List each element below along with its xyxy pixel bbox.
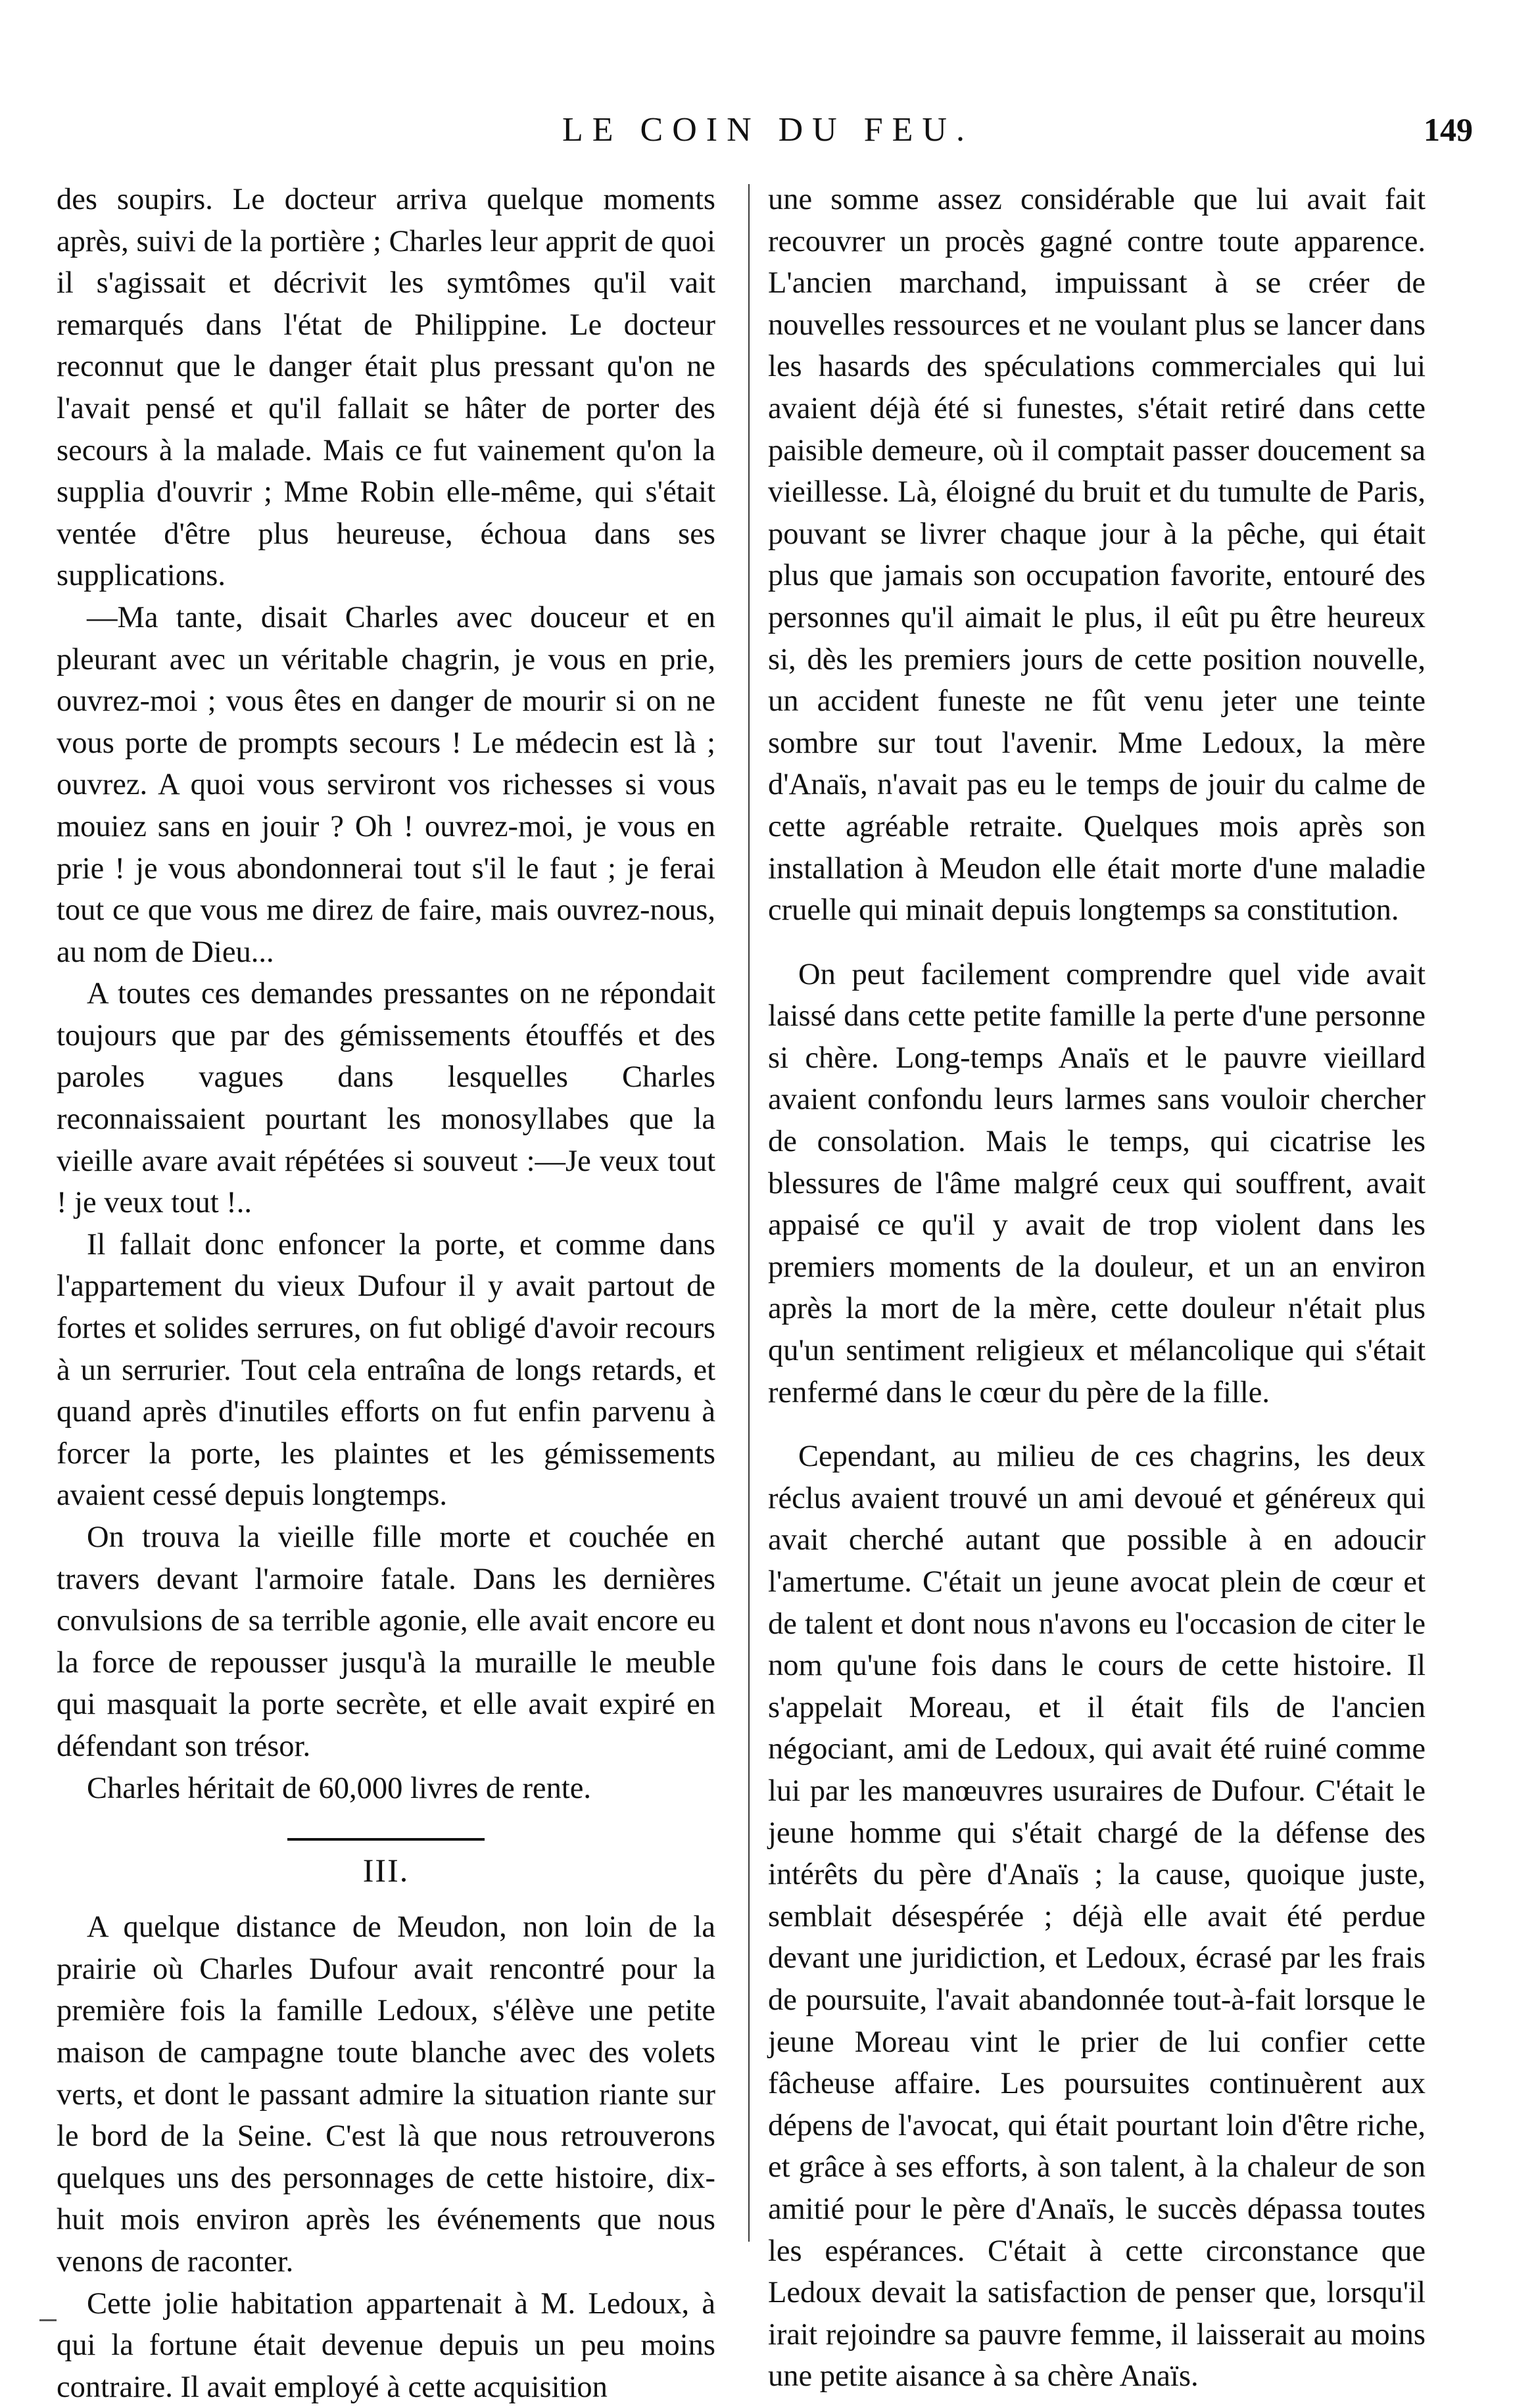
paragraph: —Ma tante, disait Charles avec douceur et en pleurant avec un véritable chagrin, je vous en prie, ouvrez-moi ; vous êtes en danger de mourir si on ne vous porte de prompts secours ! Le médecin est là ; ouvrez. A quoi vous serviront vos richesses si vous mouiez sans en jouir ? Oh ! ouvrez-moi, je vous en prie ! je vous abondonnerai tout s'il le faut ; je ferai tout ce que vous me direz de faire, mais ouvrez-nous, au nom de Dieu...: [57, 597, 715, 973]
running-title: LE COIN DU FEU.: [0, 110, 1536, 149]
paragraph: Cette jolie habitation appartenait à M. Ledoux, à qui la fortune était devenue depuis un peu moins contraire. Il avait employé à cette acquisition: [57, 2283, 715, 2408]
section-divider: [287, 1838, 485, 1841]
paragraph: Cependant, au milieu de ces chagrins, les deux réclus avaient trouvé un ami devoué et généreux qui avait cherché autant que possible à en adoucir l'amertume. C'était un jeune avocat plein de cœur et de talent et dont nous n'avons eu l'occasion de citer le nom qu'une fois dans le cours de cette histoire. Il s'appelait Moreau, et il était fils de l'ancien négociant, ami de Ledoux, qui avait été ruiné comme lui par les manœuvres usuraires de Dufour. C'était le jeune homme qui s'était chargé de la défense des intérêts du père d'Anaïs ; la cause, quoique juste, semblait désespérée ; déjà elle avait été perdue devant une juridiction, et Ledoux, écrasé par les frais de poursuite, l'avait abandonnée tout-à-fait lorsque le jeune Moreau vint le prier de lui confier cette fâcheuse affaire. Les poursuites continuèrent aux dépens de l'avocat, qui était pourtant loin d'être riche, et grâce à ses efforts, à son talent, à la chaleur de son amitié pour le père d'Anaïs, le succès dépassa toutes les espérances. C'était à cette circonstance que Ledoux devait la satisfaction de penser que, lorsqu'il irait rejoindre sa pauvre femme, il laisserait au moins une petite aisance à sa chère Anaïs.: [768, 1436, 1426, 2397]
paragraph: A quelque distance de Meudon, non loin de la prairie où Charles Dufour avait rencontré pour la première fois la famille Ledoux, s'élève une petite maison de campagne toute blanche avec des volets verts, et dont le passant admire la situation riante sur le bord de la Seine. C'est là que nous retrouverons quelques uns des personnages de cette histoire, dix-huit mois environ après les événements que nous venons de raconter.: [57, 1906, 715, 2282]
running-head: [0, 110, 1536, 156]
paragraph: une somme assez considérable que lui avait fait recouvrer un procès gagné contre toute apparence. L'ancien marchand, impuissant à se créer de nouvelles ressources et ne voulant plus se lancer dans les hasards des spéculations commerciales qui lui avaient déjà été si funestes, s'était retiré dans cette paisible demeure, où il comptait passer doucement sa vieillesse. Là, éloigné du bruit et du tumulte de Paris, pouvant se livrer chaque jour à la pêche, qui était plus que jamais son occupation favorite, entouré des personnes qu'il aimait le plus, il eût pu être heureux si, dès les premiers jours de cette position nouvelle, un accident funeste ne fût venu jeter une teinte sombre sur tout l'avenir. Mme Ledoux, la mère d'Anaïs, n'avait pas eu le temps de jouir du calme de cette agréable retraite. Quelques mois après son installation à Meudon elle était morte d'une maladie cruelle qui minait depuis longtemps sa constitution.: [768, 179, 1426, 932]
right-column: [768, 179, 1426, 2397]
paragraph: Charles héritait de 60,000 livres de rente.: [57, 1768, 715, 1810]
page-number: 149: [1424, 110, 1473, 149]
paragraph: On peut facilement comprendre quel vide avait laissé dans cette petite famille la perte d'une personne si chère. Long-temps Anaïs et le pauvre vieillard avaient confondu leurs larmes sans vouloir chercher de consolation. Mais le temps, qui cicatrise les blessures de l'âme malgré ceux qui souffrent, avait appaisé ce qu'il y avait de trop violent dans les premiers moments de la douleur, et un an environ après la mort de la mère, cette douleur n'était plus qu'un sentiment religieux et mélancolique qui s'était renfermé dans le cœur du père de la fille.: [768, 954, 1426, 1414]
paragraph: A toutes ces demandes pressantes on ne répondait toujours que par des gémissements étouffés et des paroles vagues dans lesquelles Charles reconnaissaient pourtant les monosyllabes que la vieille avare avait répétées si souveut :—Je veux tout ! je veux tout !..: [57, 973, 715, 1224]
margin-mark: [39, 2319, 57, 2321]
paragraph: Il fallait donc enfoncer la porte, et comme dans l'appartement du vieux Dufour il y avait partout de fortes et solides serrures, on fut obligé d'avoir recours à un serrurier. Tout cela entraîna de longs retards, et quand après d'inutiles efforts on fut enfin parvenu à forcer la porte, les plaintes et les gémissements avaient cessé depuis longtemps.: [57, 1224, 715, 1517]
paragraph: des soupirs. Le docteur arriva quelque moments après, suivi de la portière ; Charles leur apprit de quoi il s'agissait et décrivit les symtômes qu'il vait remarqués dans l'état de Philippine. Le docteur reconnut que le danger était plus pressant qu'on ne l'avait pensé et qu'il fallait se hâter de porter des secours à la malade. Mais ce fut vainement qu'on la supplia d'ouvrir ; Mme Robin elle-même, qui s'était ventée d'être plus heureuse, échoua dans ses supplications.: [57, 179, 715, 597]
left-column: [57, 179, 715, 2408]
column-divider: [748, 184, 750, 2242]
section-heading: III.: [57, 1847, 715, 1893]
paragraph: On trouva la vieille fille morte et couchée en travers devant l'armoire fatale. Dans les dernières convulsions de sa terrible agonie, elle avait encore eu la force de repousser jusqu'à la muraille le meuble qui masquait la porte secrète, et elle avait expiré en défendant son trésor.: [57, 1517, 715, 1768]
